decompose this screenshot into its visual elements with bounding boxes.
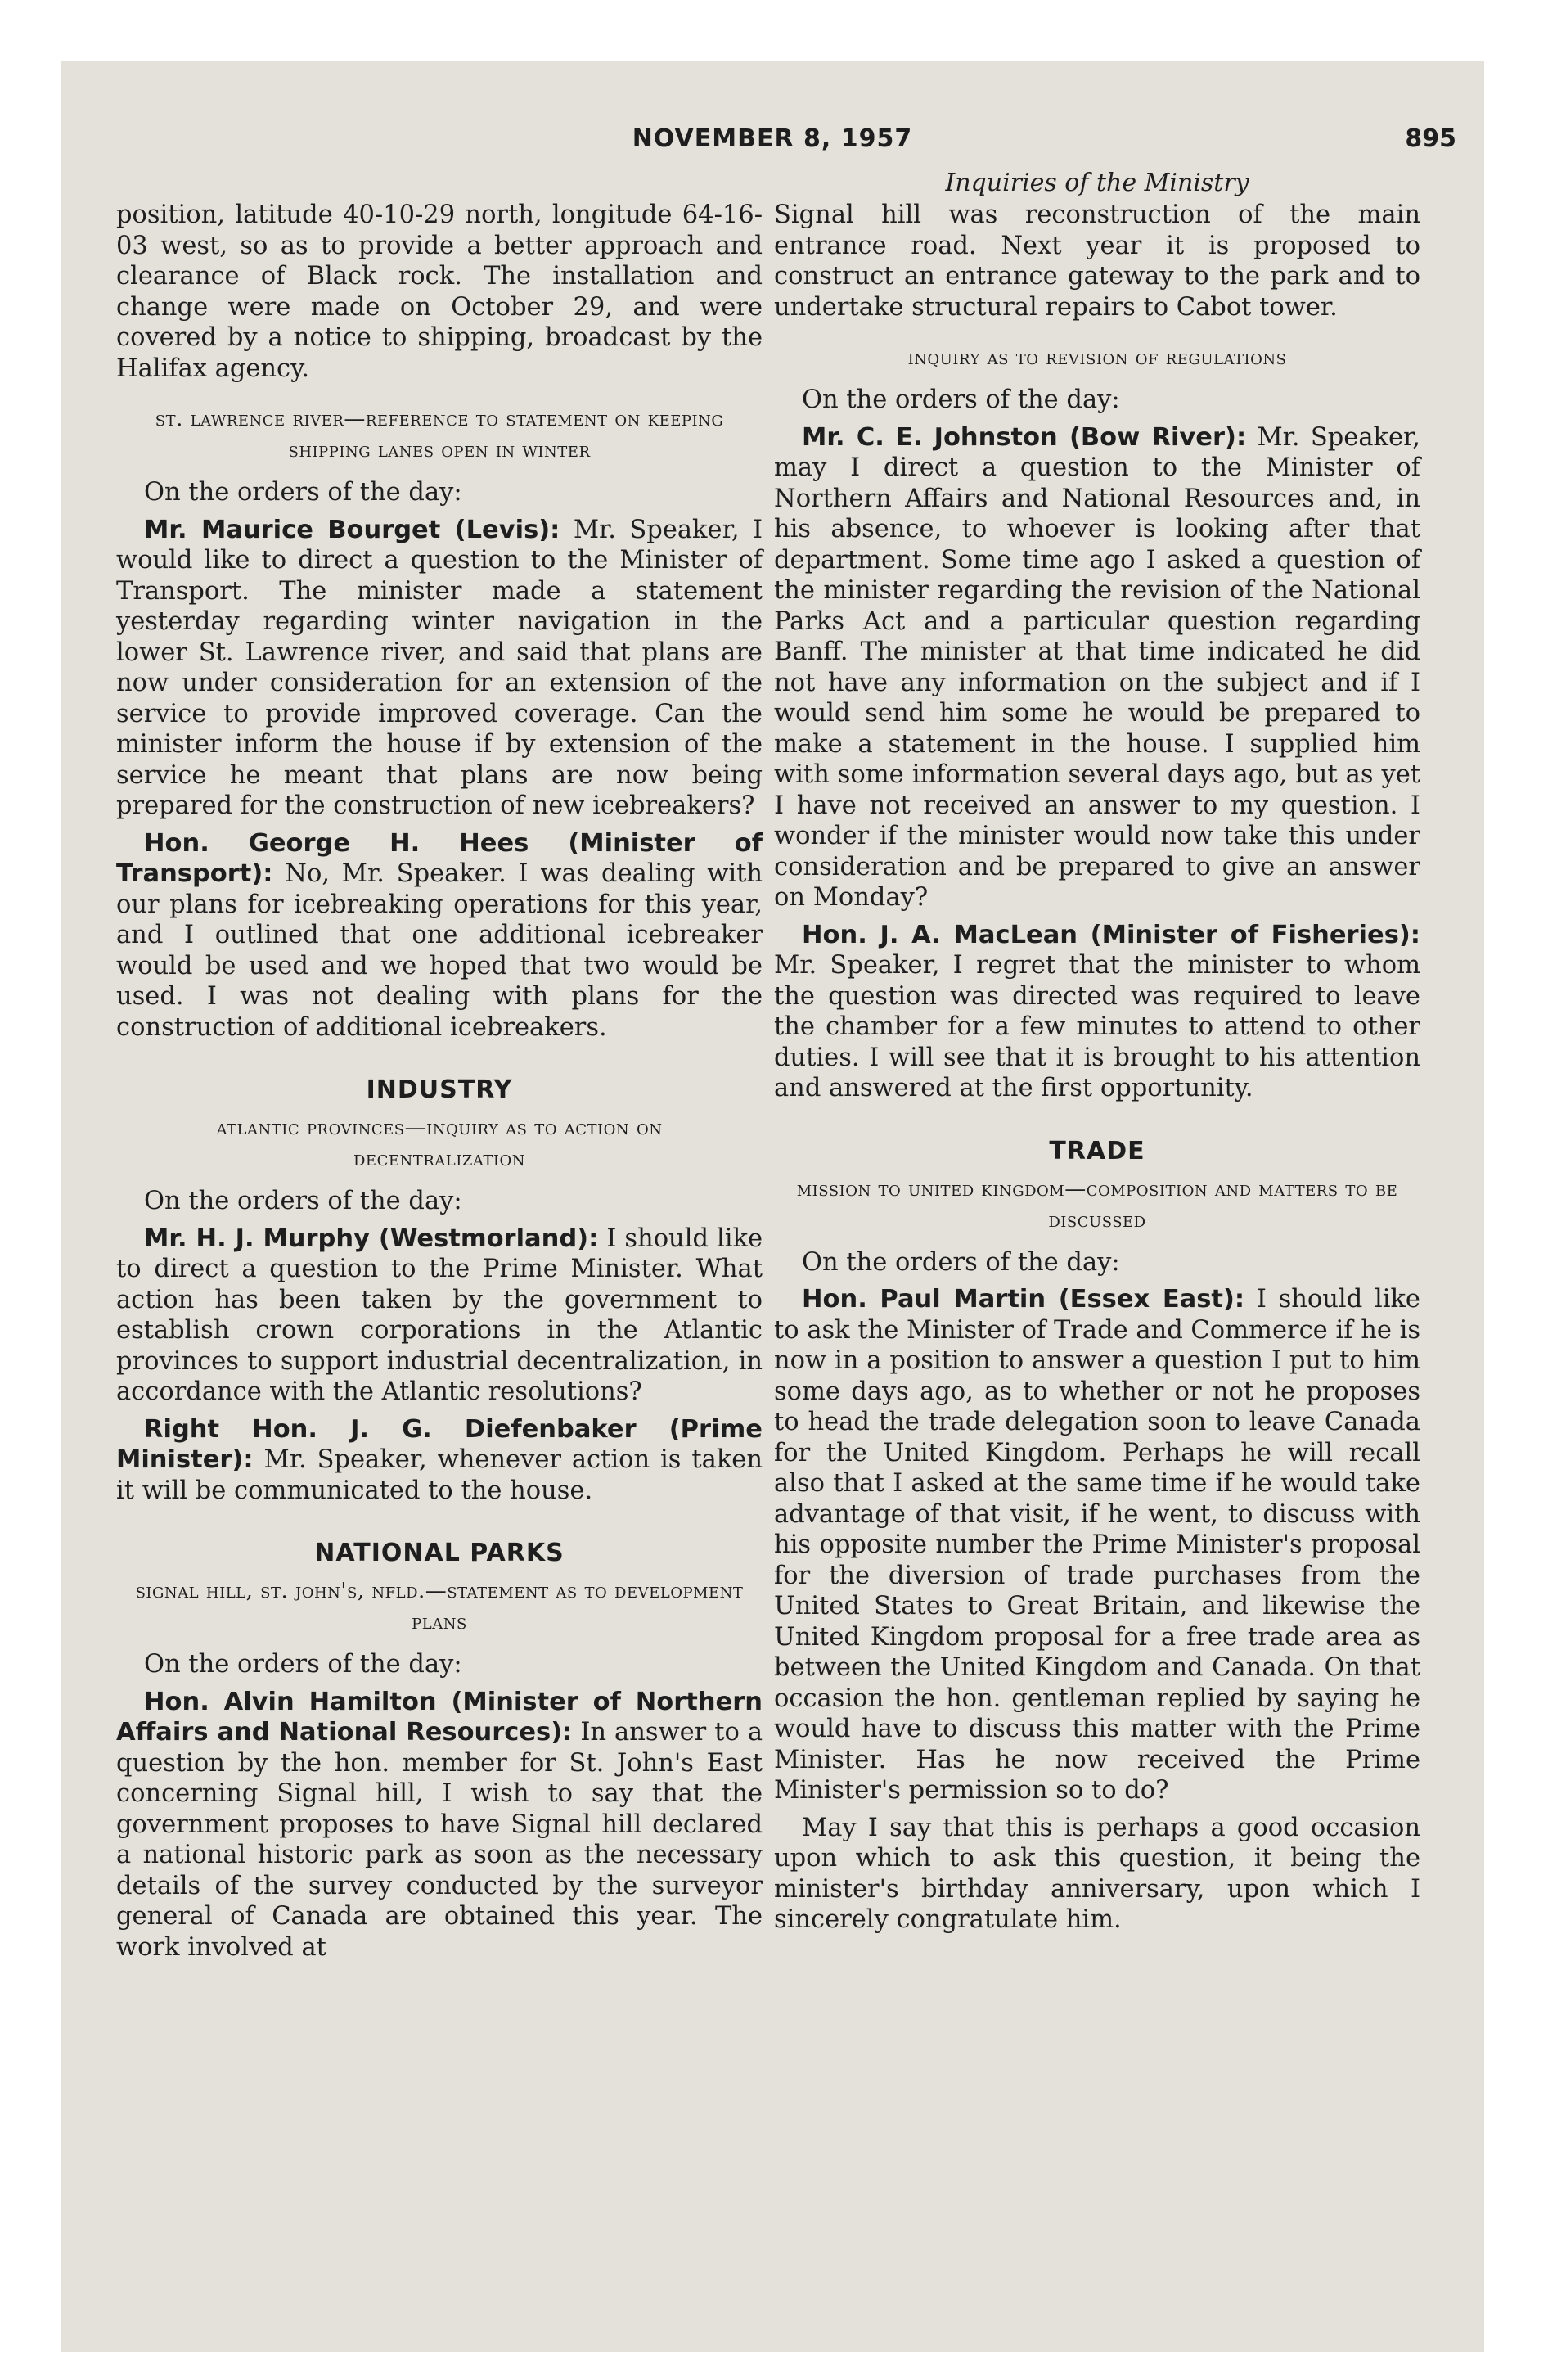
subheading-atlantic: atlantic provinces—inquiry as to action on decentralization bbox=[216, 1116, 663, 1171]
speaker-hamilton: Hon. Alvin Hamilton (Minister of Northern Affairs and National Resources): bbox=[116, 1687, 763, 1747]
speech-text: Mr. Speaker, I regret that the minister to whom the question was directed was required to leave the chamber for a few minutes to attend to other duties. I will see that it is brought to his attention and answered at the first opportunity. bbox=[774, 951, 1420, 1102]
heading-industry: INDUSTRY bbox=[366, 1075, 513, 1104]
subheading-st-lawrence: st. lawrence river—reference to statement on keeping shipping lanes open in winter bbox=[155, 407, 724, 462]
continued-paragraph: Signal hill was reconstruction of the main entrance road. Next year it is proposed to construct an entrance gateway to the park and to undertake structural repairs to Cabot tower. bbox=[774, 201, 1420, 322]
continued-paragraph: position, latitude 40-10-29 north, longitude 64-16-03 west, so as to provide a better approach and clearance of Black rock. The installation and change were made on October 29, and were covered by a notice to shipping, broadcast by the Halifax agency. bbox=[116, 201, 763, 383]
subheading-regulations: inquiry as to revision of regulations bbox=[907, 345, 1287, 370]
orders-of-the-day: On the orders of the day: bbox=[144, 478, 462, 507]
speaker-martin: Hon. Paul Martin (Essex East): bbox=[802, 1285, 1245, 1314]
page-header bbox=[61, 124, 1484, 160]
speech-hamilton bbox=[116, 1687, 763, 1963]
heading-trade: TRADE bbox=[1049, 1136, 1145, 1165]
header-date: NOVEMBER 8, 1957 bbox=[632, 124, 913, 153]
speaker-maclean: Hon. J. A. MacLean (Minister of Fisheries): bbox=[802, 920, 1420, 949]
speech-diefenbaker bbox=[116, 1414, 763, 1507]
speech-text: Mr. Speaker, I would like to direct a question to the Minister of Transport. The minister made a statement yesterday regarding winter navigation in the lower St. Lawrence river, and said that plans are now under consideration for an extension of the service to provide improved coverage. Can the minister inform the house if by extension of the service he meant that plans are now being prepared for the construction of new icebreakers? bbox=[116, 515, 763, 820]
speaker-bourget: Mr. Maurice Bourget (Levis): bbox=[144, 515, 560, 544]
orders-of-the-day: On the orders of the day: bbox=[802, 1247, 1120, 1277]
speech-maclean bbox=[774, 920, 1420, 1104]
speaker-murphy: Mr. H. J. Murphy (Westmorland): bbox=[144, 1224, 599, 1253]
right-column bbox=[774, 200, 1420, 1936]
speech-martin bbox=[774, 1284, 1420, 1806]
page-number: 895 bbox=[1405, 124, 1456, 153]
orders-of-the-day: On the orders of the day: bbox=[802, 385, 1120, 414]
hansard-page bbox=[61, 61, 1484, 2352]
subheading-signal-hill: signal hill, st. john's, nfld.—statement as to development plans bbox=[135, 1579, 744, 1634]
speaker-johnston: Mr. C. E. Johnston (Bow River): bbox=[802, 422, 1247, 452]
orders-of-the-day: On the orders of the day: bbox=[144, 1650, 462, 1679]
speech-martin-continued: May I say that this is perhaps a good occasion upon which to ask this question, it being the minister's birthday anniversary, upon which I sincerely congratulate him. bbox=[774, 1813, 1420, 1934]
left-column bbox=[116, 200, 763, 1963]
speech-text: I should like to direct a question to the Prime Minister. What action has been taken by the government to establish crown corporations in the Atlantic provinces to support industrial decentralization, in accordance with the Atlantic resolutions? bbox=[116, 1224, 763, 1406]
speech-text: Mr. Speaker, may I direct a question to the Minister of Northern Affairs and National Resources and, in his absence, to whoever is looking after that department. Some time ago I asked a question of the minister regarding the revision of the National Parks Act and a particular question regarding Banff. The minister at that time indicated he did not have any information on the subject and if I would send him some he would be prepared to make a statement in the house. I supplied him with some information several days ago, but as yet I have not received an answer to my question. I wonder if the minister would now take this under consideration and be prepared to give an answer on Monday? bbox=[774, 422, 1420, 912]
speech-johnston bbox=[774, 422, 1420, 913]
speech-text: No, Mr. Speaker. I was dealing with our plans for icebreaking operations for this year, and I outlined that one additional icebreaker would be used and we hoped that two would be used. I was not dealing with plans for the construction of additional icebreakers. bbox=[116, 859, 763, 1042]
orders-of-the-day: On the orders of the day: bbox=[144, 1187, 462, 1215]
speech-bourget bbox=[116, 515, 763, 822]
speech-murphy bbox=[116, 1224, 763, 1408]
running-title: Inquiries of the Ministry bbox=[945, 169, 1249, 197]
speech-text: In answer to a question by the hon. member for St. John's East concerning Signal hill, I wish to say that the government proposes to have Signal hill declared a national historic park as soon as the necessary details of the survey conducted by the surveyor general of Canada are obtained this year. The work involved at bbox=[116, 1718, 763, 1962]
speech-hees bbox=[116, 828, 763, 1044]
subheading-mission: mission to united kingdom—composition and matters to be discussed bbox=[796, 1176, 1398, 1233]
speech-text: Mr. Speaker, whenever action is taken it will be communicated to the house. bbox=[116, 1445, 763, 1505]
speaker-hees: Hon. George H. Hees (Minister of Transport): bbox=[116, 828, 763, 888]
speaker-diefenbaker: Right Hon. J. G. Diefenbaker (Prime Minister): bbox=[116, 1414, 763, 1474]
heading-national-parks: NATIONAL PARKS bbox=[314, 1539, 565, 1567]
speech-text: I should like to ask the Minister of Trade and Commerce if he is now in a position to answer a question I put to him some days ago, as to whether or not he proposes to head the trade delegation soon to leave Canada for the United Kingdom. Perhaps he will recall also that I asked at the same time if he would take advantage of that visit, if he went, to discuss with his opposite number the Prime Minister's proposal for the diversion of trade purchases from the United States to Great Britain, and likewise the United Kingdom proposal for a free trade area as between the United Kingdom and Canada. On that occasion the hon. gentleman replied by saying he would have to discuss this matter with the Prime Minister. Has he now received the Prime Minister's permission so to do? bbox=[774, 1285, 1420, 1805]
